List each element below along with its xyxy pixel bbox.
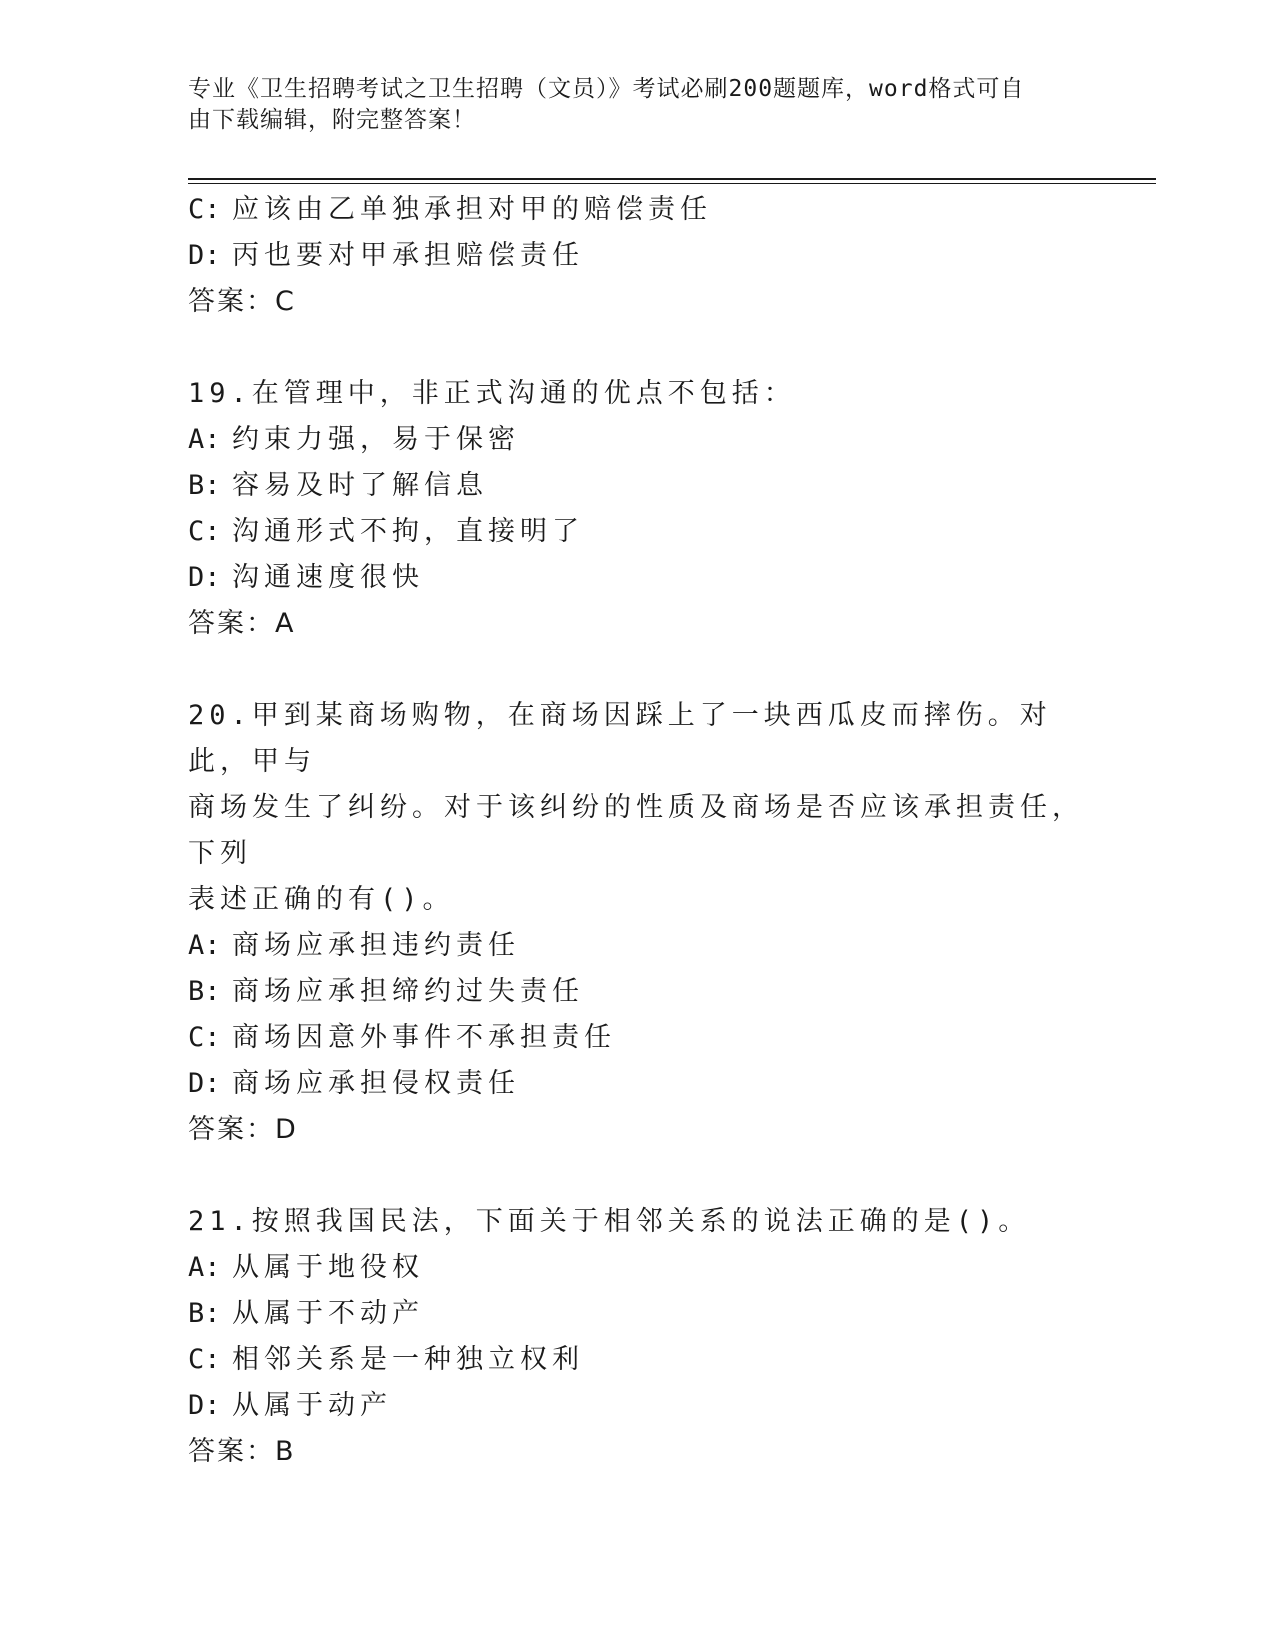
option-text: 丙也要对甲承担赔偿责任: [232, 240, 584, 271]
option-label: D:: [188, 1390, 221, 1421]
option-label: A:: [188, 424, 221, 455]
option-text: 应该由乙单独承担对甲的赔偿责任: [232, 194, 712, 225]
option-a: [188, 417, 1088, 463]
option-text: 商场应承担违约责任: [232, 930, 520, 961]
option-label: C:: [188, 1022, 221, 1053]
option-b: [188, 463, 1088, 509]
option-text: 沟通形式不拘，直接明了: [232, 516, 584, 547]
option-b: [188, 969, 1088, 1015]
option-label: A:: [188, 930, 221, 961]
answer-line: 答案：B: [188, 1436, 296, 1467]
question-stem: 19.在管理中，非正式沟通的优点不包括：: [188, 378, 796, 409]
option-d: [188, 555, 1088, 601]
header-divider: [188, 178, 1156, 180]
option-d: [188, 1383, 1088, 1429]
option-text: 商场因意外事件不承担责任: [232, 1022, 616, 1053]
header-line: 专业《卫生招聘考试之卫生招聘（文员）》考试必刷200题题库，word格式可自: [188, 76, 1025, 102]
option-label: B:: [188, 470, 221, 501]
header-line: 由下载编辑，附完整答案！: [188, 107, 476, 133]
option-label: A:: [188, 1252, 221, 1283]
option-text: 容易及时了解信息: [232, 470, 488, 501]
option-text: 从属于动产: [232, 1390, 392, 1421]
option-label: C:: [188, 1344, 221, 1375]
option-text: 从属于地役权: [232, 1252, 424, 1283]
question-20: [188, 693, 1088, 1153]
option-text: 约束力强，易于保密: [232, 424, 520, 455]
option-label: D:: [188, 1068, 221, 1099]
option-c: [188, 509, 1088, 555]
answer-line: 答案：D: [188, 1114, 298, 1145]
option-text: 商场应承担侵权责任: [232, 1068, 520, 1099]
question-21: [188, 1199, 1088, 1475]
option-c: [188, 1337, 1088, 1383]
option-label: D:: [188, 240, 221, 271]
question-stem: 商场发生了纠纷。对于该纠纷的性质及商场是否应该承担责任，下列: [188, 792, 1084, 869]
option-c: [188, 187, 1088, 233]
header-divider-thin: [188, 183, 1156, 184]
question-continuation: [188, 187, 1088, 325]
option-text: 商场应承担缔约过失责任: [232, 976, 584, 1007]
option-a: [188, 923, 1088, 969]
option-b: [188, 1291, 1088, 1337]
question-19: [188, 371, 1088, 647]
option-label: C:: [188, 516, 221, 547]
question-stem: 20.甲到某商场购物，在商场因踩上了一块西瓜皮而摔伤。对此，甲与: [188, 700, 1052, 777]
option-text: 从属于不动产: [232, 1298, 424, 1329]
option-label: C:: [188, 194, 221, 225]
option-c: [188, 1015, 1088, 1061]
option-label: D:: [188, 562, 221, 593]
option-text: 相邻关系是一种独立权利: [232, 1344, 584, 1375]
option-d: [188, 233, 1088, 279]
option-d: [188, 1061, 1088, 1107]
option-a: [188, 1245, 1088, 1291]
question-stem: 21.按照我国民法，下面关于相邻关系的说法正确的是()。: [188, 1206, 1031, 1237]
question-stem: 表述正确的有()。: [188, 884, 455, 915]
option-label: B:: [188, 1298, 221, 1329]
option-label: B:: [188, 976, 221, 1007]
option-text: 沟通速度很快: [232, 562, 424, 593]
question-list: [188, 187, 1088, 1475]
answer-line: 答案：C: [188, 286, 296, 317]
answer-line: 答案：A: [188, 608, 296, 639]
document-header-note: [188, 74, 1068, 136]
